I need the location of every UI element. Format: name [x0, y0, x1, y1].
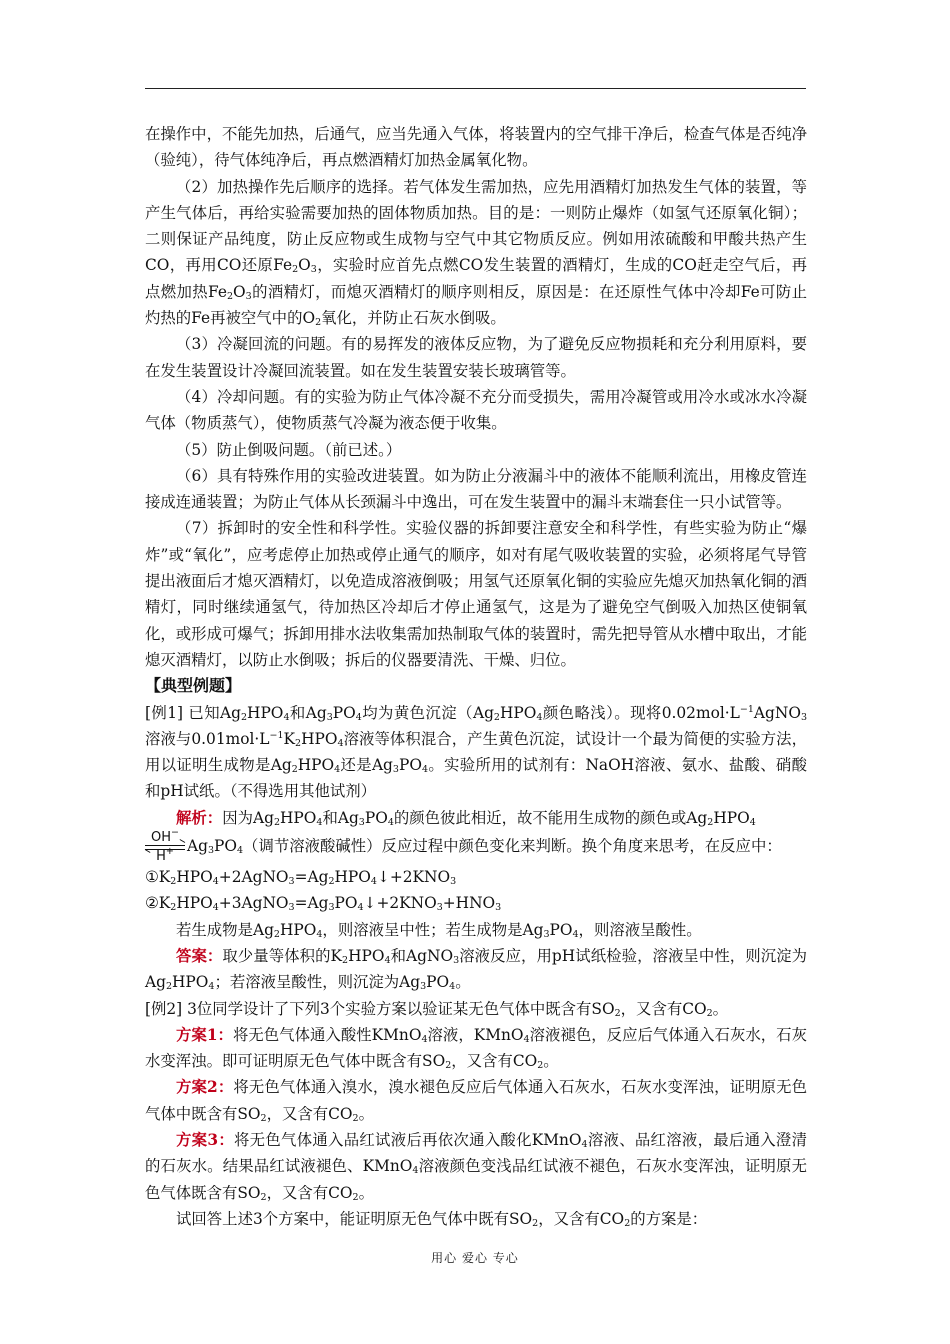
- text-run: 。: [358, 1104, 374, 1123]
- subscript: 2: [706, 1007, 713, 1019]
- text-run: 溶液褪色，反应后气体通入石灰水，石灰水变浑浊。即可证明原无色气体中既含有SO: [145, 1025, 807, 1071]
- subscript: 4: [384, 954, 391, 966]
- text-run: HPO: [279, 808, 317, 827]
- subscript: 2: [493, 711, 500, 723]
- text-run: 若生成物是Ag: [176, 920, 274, 939]
- text-run: 颜色略浅）。现将0.02mol·L: [542, 703, 740, 722]
- plan-2: [145, 1074, 807, 1127]
- question: [145, 1206, 807, 1232]
- subscript: 4: [370, 876, 377, 888]
- text-run: 氧化，并防止石灰水倒吸。: [321, 309, 506, 328]
- text-run: 的方案是：: [630, 1209, 708, 1228]
- text-run: （2）加热操作先后顺序的选择。若气体发生需加热，应先用酒精灯加热发生气体的装置，等产生气体后，再给实验需要加热的固体物质加热。目的是：一则防止爆炸（如氢气还原氧化铜）；二则保证产品纯度，防止反应物或生成物与空气中其它物质反应。例如用浓硫酸和甲酸共热产生CO，再用CO还原Fe: [145, 177, 807, 275]
- subscript: 4: [212, 902, 219, 914]
- subscript: 4: [316, 928, 323, 940]
- text-run: HPO: [176, 868, 213, 887]
- text-run: 溶液等体积混合，产生黄色沉淀，试设计一个最为简便的实验方法，用以证明生成物是Ag: [145, 729, 807, 775]
- text-run: Ag: [187, 837, 208, 856]
- arrow-bottom-label: H+: [156, 846, 174, 865]
- text-run: （7）拆卸时的安全性和科学性。实验仪器的拆卸要注意安全和科学性，有些实验为防止“爆炸”或“氧化”，应考虑停止加热或停止通气的顺序，如对有尾气吸收装置的实验，必须将尾气导管提出液面后才熄灭酒精灯，以免造成溶液倒吸；用氢气还原氧化铜的实验应先熄灭加热氧化铜的酒精灯，同时继续通氢气，待加热区冷却后才停止通氢气，这是为了避免空气倒吸入加热区使铜氧化，或形成可爆气；拆卸用排水法收集需加热制取气体的装置时，需先把导管从水槽中取出，才能熄灭酒精灯，以防止水倒吸；拆后的仪器要清洗、干燥、归位。: [145, 519, 807, 669]
- analysis-text: [222, 809, 756, 827]
- subscript: 4: [283, 711, 290, 723]
- plan-3: [145, 1127, 807, 1206]
- text-run: O: [233, 282, 246, 301]
- subscript: 2: [352, 1191, 359, 1203]
- header-rule: [145, 88, 806, 89]
- subscript: 3: [245, 290, 252, 302]
- subscript: 4: [212, 876, 219, 888]
- text-run: ↓+2KNO: [376, 868, 451, 887]
- subscript: 2: [614, 1007, 621, 1019]
- text-run: 溶液颜色变浅品红试液不褪色，石灰水变浑浊，证明原无色气体既含有SO: [145, 1157, 807, 1202]
- text-run: ②K: [145, 894, 171, 913]
- subscript: 4: [449, 981, 456, 993]
- document-body: [145, 121, 807, 1232]
- text-run: （4）冷却问题。有的实验为防止气体冷凝不充分而受损失，需用冷凝管或用冷水或冰水冷凝气体（物质蒸气），使物质蒸气冷凝为液态便于收集。: [145, 387, 807, 433]
- subscript: 4: [421, 764, 428, 776]
- text-run: ；若溶液呈酸性，则沉淀为Ag: [214, 973, 421, 992]
- subscript: 4: [572, 928, 579, 940]
- subscript: 4: [208, 981, 215, 993]
- text-run: PO: [214, 837, 237, 856]
- subscript: 4: [421, 1033, 428, 1045]
- text-run: PO: [364, 808, 388, 827]
- subscript: 3: [495, 902, 502, 914]
- text-run: 的酒精灯，而熄灭酒精灯的顺序则相反，原因是：在还原性气体中冷却Fe可防止灼热的Fe再被空气中的O: [145, 282, 807, 328]
- answer: [145, 943, 807, 996]
- subscript: 3: [543, 928, 550, 940]
- text-run: HPO: [297, 756, 335, 775]
- text-run: +2AgNO: [218, 868, 289, 887]
- subscript: 2: [315, 317, 322, 329]
- text-run: 因为Ag: [222, 808, 274, 827]
- subscript: 2: [352, 1112, 359, 1124]
- subscript: 3: [358, 816, 365, 828]
- paragraph-6: [145, 463, 807, 516]
- subscript: 3: [326, 711, 333, 723]
- subscript: 2: [532, 1217, 539, 1229]
- plan-1-text: [145, 1026, 807, 1070]
- text-run: +3AgNO: [218, 894, 289, 913]
- subscript: 3: [420, 981, 427, 993]
- subscript: 2: [445, 1060, 452, 1072]
- text-run: K: [283, 729, 296, 748]
- paragraph-2: [145, 174, 807, 332]
- text-run: （5）防止倒吸问题。（前已述。）: [176, 440, 402, 459]
- paragraph-5: [145, 437, 807, 463]
- subscript: 2: [292, 264, 299, 276]
- text-run: HPO: [176, 894, 213, 913]
- subscript: 2: [260, 1191, 267, 1203]
- subscript: 2: [707, 816, 714, 828]
- subscript: 2: [170, 876, 177, 888]
- text-run: 溶液反应，用pH试纸检验，溶液呈中性，则沉淀为Ag: [145, 946, 807, 992]
- text-run: PO: [334, 894, 358, 913]
- text-run: 。: [543, 1052, 559, 1071]
- subscript: 2: [624, 1217, 631, 1229]
- subscript: 2: [328, 876, 335, 888]
- text-run: 溶液与0.01mol·L: [145, 729, 270, 748]
- subscript: 4: [357, 902, 364, 914]
- text-run: （调节溶液酸碱性）反应过程中颜色变化来判断。换个角度来思考，在反应中：: [243, 837, 782, 856]
- text-run: +HNO: [442, 894, 496, 913]
- subscript: 4: [749, 816, 756, 828]
- text-run: 还是Ag: [340, 756, 393, 775]
- subscript: 4: [523, 1033, 530, 1045]
- subscript: 3: [453, 954, 460, 966]
- subscript: 3: [450, 876, 457, 888]
- analysis-line-1: [145, 805, 807, 831]
- superscript: −1: [739, 703, 754, 715]
- analysis-line-2: [145, 827, 807, 865]
- text-run: （6）具有特殊作用的实验改进装置。如为防止分液漏斗中的液体不能顺利流出，用橡皮管连接成连通装置；为防止气体从长颈漏斗中逸出，可在发生装置中的漏斗末端套住一只小试管等。: [145, 466, 807, 512]
- arrow-top-label: OH−: [151, 827, 179, 846]
- answer-text: [145, 947, 807, 991]
- subscript: 4: [536, 711, 543, 723]
- text-run: AgNO: [753, 703, 801, 722]
- text-run: PO: [549, 920, 573, 939]
- analysis-label: 解析：: [176, 808, 223, 827]
- subscript: 2: [273, 816, 280, 828]
- subscript: 4: [334, 764, 341, 776]
- text-run: ①K: [145, 868, 171, 887]
- text-run: =Ag: [294, 894, 329, 913]
- superscript: −1: [269, 729, 284, 741]
- subscript: 2: [537, 1060, 544, 1072]
- plan-2-label: 方案2：: [176, 1078, 234, 1097]
- paragraph-7: [145, 515, 807, 673]
- subscript: 4: [581, 1138, 588, 1150]
- example-2: [145, 996, 807, 1022]
- equation-2: [145, 890, 807, 916]
- text-run: O: [298, 256, 311, 275]
- text-run: 将无色气体通入酸性KMnO: [232, 1025, 422, 1044]
- text-run: （3）冷凝回流的问题。有的易挥发的液体反应物，为了避免反应物损耗和充分利用原料，要在发生装置设计冷凝回流装置。如在发生装置安装长玻璃管等。: [145, 335, 807, 380]
- subscript: 2: [260, 1112, 267, 1124]
- text-run: 。实验所用的试剂有：NaOH溶液、氨水、盐酸、硝酸和pH试纸。（不得选用其他试剂）: [145, 756, 808, 801]
- subscript: 4: [412, 1165, 419, 1177]
- text-run: HPO: [334, 868, 371, 887]
- subscript: 4: [237, 845, 244, 857]
- subscript: 4: [316, 816, 323, 828]
- equation-1: [145, 864, 807, 890]
- text-run: 和Ag: [322, 808, 359, 827]
- text-run: ↓+2KNO: [363, 894, 437, 913]
- text-run: ，又含有CO: [620, 999, 707, 1018]
- subscript: 3: [288, 876, 295, 888]
- section-heading: 【典型例题】: [145, 676, 242, 696]
- text-run: 。: [358, 1183, 374, 1202]
- text-run: 均为黄色沉淀（Ag: [361, 703, 494, 722]
- subscript: 2: [291, 764, 298, 776]
- text-run: 取少量等体积的K: [222, 946, 343, 965]
- text-run: 溶液，KMnO: [427, 1025, 524, 1044]
- subscript: 3: [288, 902, 295, 914]
- text-run: ，实验时应首先点燃CO发生装置的酒精灯，生成的CO赶走空气后，再点燃加热Fe: [145, 256, 807, 301]
- text-run: [例1] 已知Ag: [145, 703, 241, 722]
- plan-3-text: [145, 1131, 807, 1202]
- text-run: 将无色气体通入品红试液后再依次通入酸化KMnO: [234, 1130, 582, 1149]
- text-run: HPO: [301, 729, 338, 748]
- subscript: 3: [800, 711, 807, 723]
- text-run: [例2] 3位同学设计了下列3个实验方案以验证某无色气体中既含有SO: [145, 999, 615, 1018]
- text-run: PO: [398, 756, 422, 775]
- paragraph-4: [145, 384, 807, 437]
- text-run: 将无色气体通入溴水，溴水褪色反应后气体通入石灰水，石灰水变浑浊，证明原无色气体中既含有SO: [145, 1078, 807, 1123]
- text-run: PO: [332, 703, 356, 722]
- subscript: 2: [342, 954, 349, 966]
- text-run: HPO: [247, 703, 284, 722]
- text-run: 。: [455, 973, 471, 992]
- page-footer: 用心 爱心 专心: [431, 1251, 519, 1265]
- text-run: HPO: [279, 920, 317, 939]
- text-run: ，则溶液呈酸性。: [578, 920, 702, 939]
- text-run: HPO: [713, 808, 750, 827]
- subscript: 2: [295, 737, 302, 749]
- subscript: 2: [227, 290, 234, 302]
- paragraph-3: [145, 331, 807, 384]
- subscript: 3: [328, 902, 335, 914]
- subscript: 3: [207, 845, 215, 857]
- text-run: 试回答上述3个方案中，能证明原无色气体中既有SO: [176, 1209, 533, 1228]
- equilibrium-arrow: [145, 827, 185, 865]
- paragraph-1: [145, 121, 807, 174]
- plan-1-label: 方案1：: [176, 1025, 233, 1044]
- text-run: ，则溶液呈中性；若生成物是Ag: [322, 920, 544, 939]
- subscript: 2: [165, 981, 173, 993]
- text-run: 和Ag: [289, 703, 327, 722]
- text-run: HPO: [499, 703, 537, 722]
- example-1: [145, 700, 807, 805]
- plan-3-label: 方案3：: [176, 1130, 235, 1149]
- text-run: 溶液、品红溶液，最后通入澄清的石灰水。结果品红试液褪色、KMnO: [145, 1130, 807, 1176]
- text-run: PO: [426, 973, 450, 992]
- subscript: 2: [240, 711, 248, 723]
- subscript: 2: [273, 928, 280, 940]
- text-run: 。: [712, 999, 729, 1018]
- text-run: ，又含有CO: [266, 1183, 353, 1202]
- text-run: =Ag: [294, 868, 329, 887]
- subscript: 3: [436, 902, 443, 914]
- text-run: ，又含有CO: [538, 1209, 625, 1228]
- subscript: 4: [355, 711, 362, 723]
- answer-label: 答案：: [176, 946, 223, 965]
- analysis-text-2: [187, 837, 782, 855]
- subscript: 4: [387, 816, 394, 828]
- subscript: 3: [310, 264, 317, 276]
- text-run: 和AgNO: [390, 946, 454, 965]
- text-run: 在操作中，不能先加热，后通气，应当先通入气体，将装置内的空气排干净后，检查气体是否纯净（验纯），待气体纯净后，再点燃酒精灯加热金属氧化物。: [145, 125, 807, 170]
- subscript: 3: [392, 764, 399, 776]
- plan-1: [145, 1022, 807, 1075]
- plan-2-text: [145, 1078, 807, 1122]
- text-run: ，又含有CO: [266, 1104, 353, 1123]
- analysis-line-3: [145, 917, 807, 943]
- text-run: HPO: [348, 946, 385, 965]
- text-run: ，又含有CO: [451, 1052, 538, 1071]
- subscript: 2: [170, 902, 177, 914]
- subscript: 4: [337, 737, 344, 749]
- text-run: 的颜色彼此相近，故不能用生成物的颜色或Ag: [393, 808, 708, 827]
- text-run: HPO: [172, 973, 209, 992]
